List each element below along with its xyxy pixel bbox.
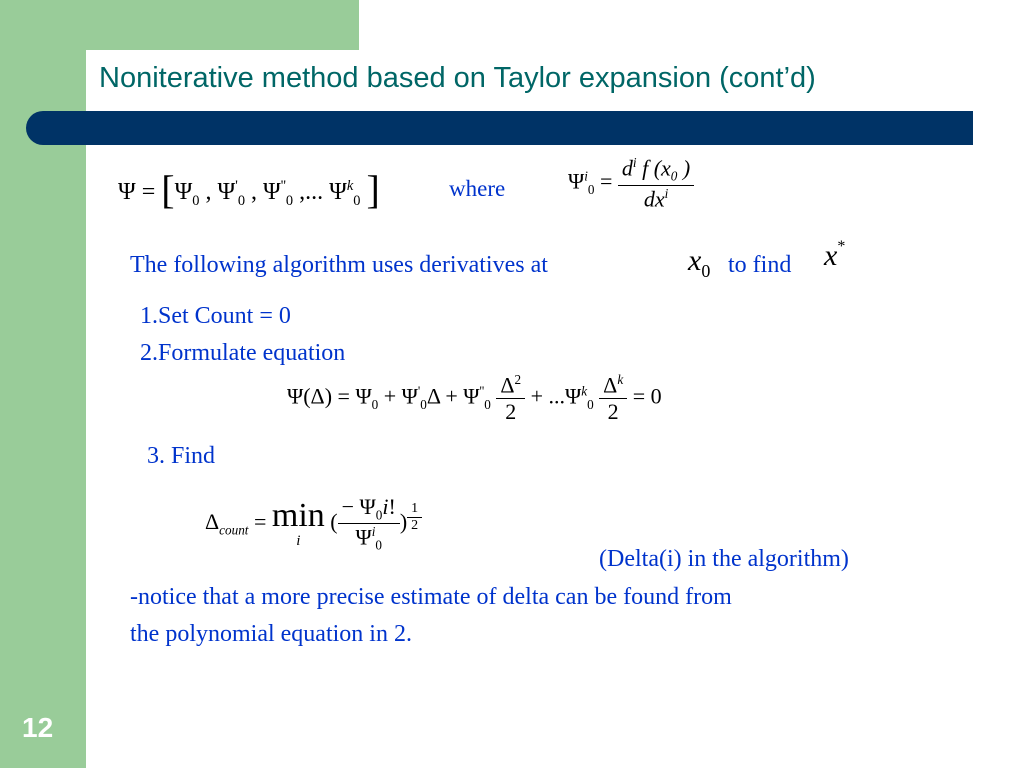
polynomial-equation: $\Psi(\Delta) = \Psi_0 + \Psi'_0\Delta + \Psi''_0$ $\frac{\Delta^2}{2}$ + $...\Psi^k_0$ $\frac{\Delta^k}{2}$ = 0 [287, 372, 662, 425]
notice-line-2: the polynomial equation in 2. [130, 621, 412, 647]
notice-line-1: -notice that a more precise estimate of delta can be found from [130, 584, 732, 610]
step-2: 2.Formulate equation [140, 340, 346, 366]
where-label: where [449, 176, 506, 201]
psi-derivative-definition: $\Psi^i_0$ = $\frac{d^i f (x_0 )}{dx^i}$ [568, 155, 694, 212]
x0-symbol [688, 244, 710, 282]
delta-count-equation: $\Delta_{count}$ = min i ( $\frac{- \Psi_0i!}{\Psi^i_0}$ ) $^{\frac{1}{2}}$ [205, 494, 422, 554]
xstar-sup: * [837, 238, 846, 255]
slide-title: Noniterative method based on Taylor expansion (cont’d) [99, 62, 816, 94]
xstar-var: x [824, 239, 838, 272]
top-green-band [86, 0, 359, 50]
step-1: 1.Set Count = 0 [140, 303, 291, 329]
title-underline-bar [26, 111, 973, 145]
intro-text: The following algorithm uses derivatives at [130, 252, 548, 278]
psi-vector-equation: $\Psi = [\Psi_0$ , $\Psi'_0$ , $\Psi''_0$ ,... $\Psi^k_0$ ] [118, 167, 380, 212]
to-find-text: to find [728, 252, 792, 278]
delta-note: (Delta(i) in the algorithm) [599, 546, 849, 572]
xstar-symbol [824, 238, 845, 273]
step-3: 3. Find [147, 443, 216, 469]
x0-var: x [688, 244, 702, 277]
x0-sub: 0 [701, 261, 711, 281]
slide-number: 12 [22, 712, 54, 743]
